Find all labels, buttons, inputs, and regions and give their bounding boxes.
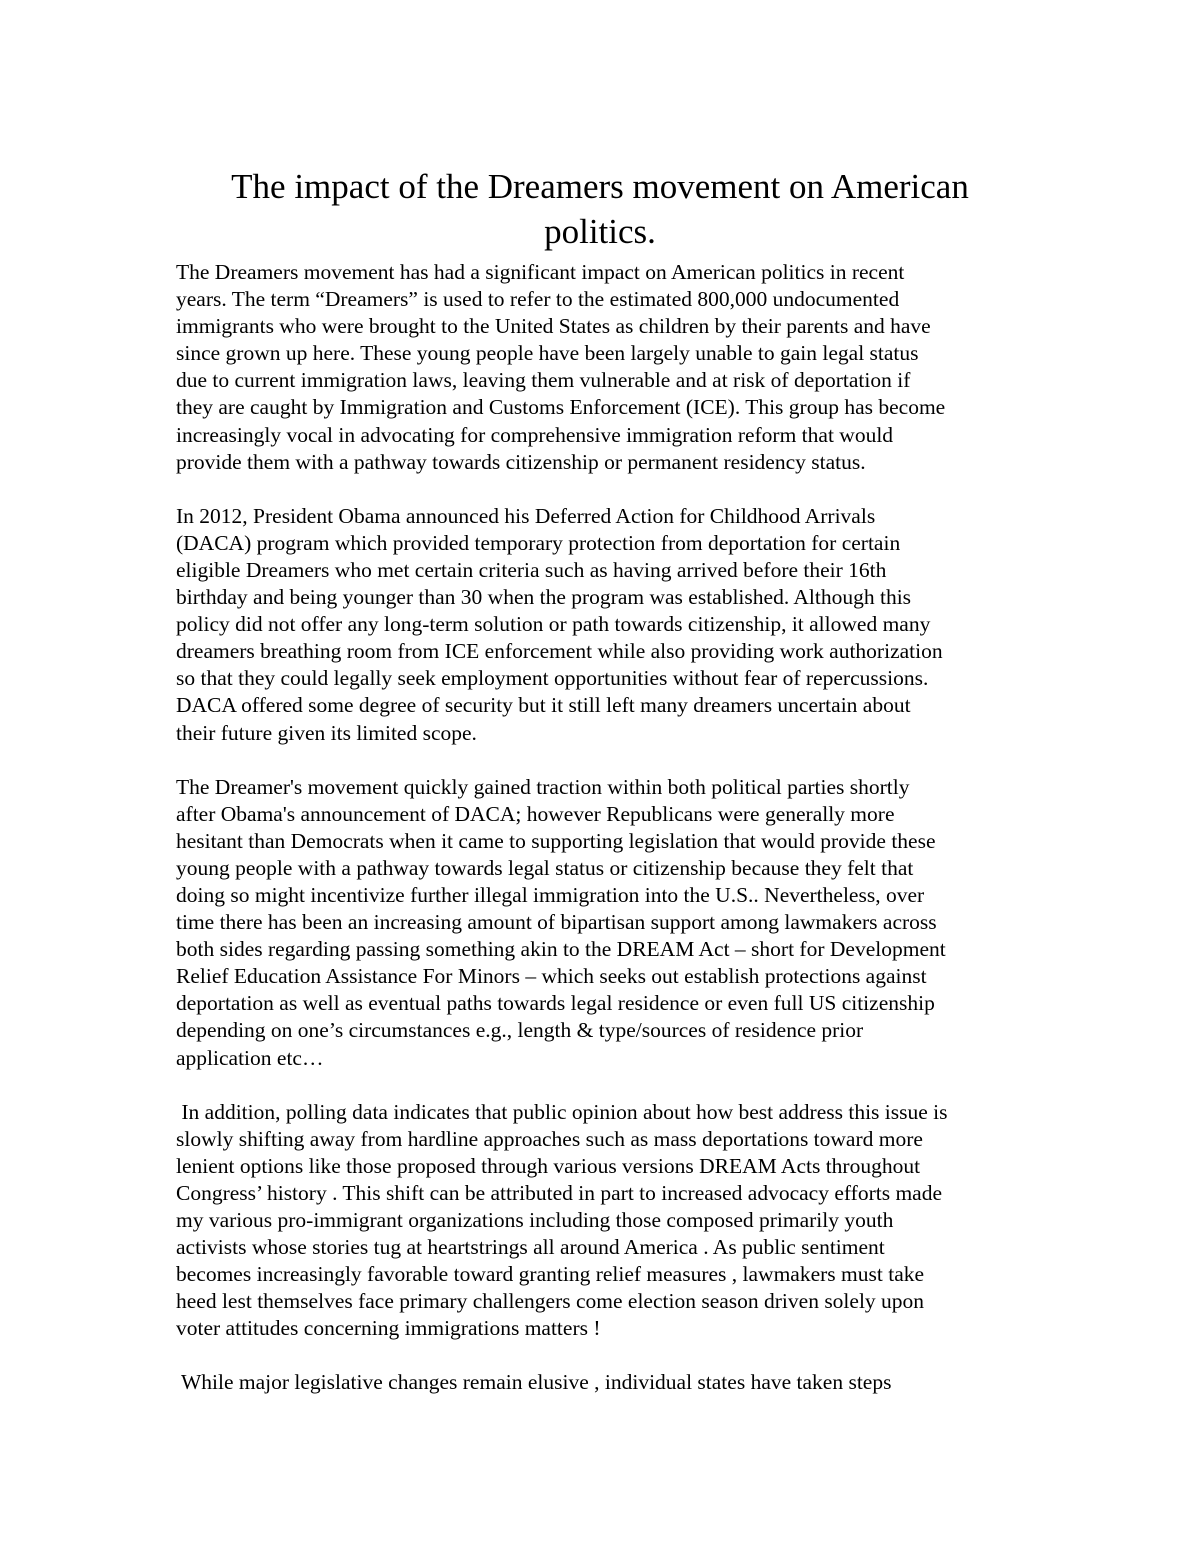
text-line: so that they could legally seek employment opportunities without fear of repercussions. bbox=[176, 666, 929, 691]
text-line: activists whose stories tug at heartstrings all around America . As public sentiment bbox=[176, 1235, 885, 1260]
text-line: birthday and being younger than 30 when the program was established. Although this bbox=[176, 585, 912, 610]
text-line: In 2012, President Obama announced his Deferred Action for Childhood Arrivals bbox=[176, 503, 876, 528]
text-line: hesitant than Democrats when it came to supporting legislation that would provide these bbox=[176, 828, 936, 853]
text-line: provide them with a pathway towards citizenship or permanent residency status. bbox=[176, 449, 866, 474]
text-line: (DACA) program which provided temporary protection from deportation for certain bbox=[176, 530, 901, 555]
text-line: eligible Dreamers who met certain criteria such as having arrived before their 16th bbox=[176, 557, 887, 582]
text-line: In addition, polling data indicates that public opinion about how best address this issue is bbox=[176, 1099, 948, 1124]
paragraph-5 bbox=[176, 1369, 1036, 1396]
text-line: immigrants who were brought to the United States as children by their parents and have bbox=[176, 314, 931, 339]
document-body bbox=[176, 259, 1036, 1424]
text-line: lenient options like those proposed through various versions DREAM Acts throughout bbox=[176, 1153, 921, 1178]
text-line: Relief Education Assistance For Minors – which seeks out establish protections against bbox=[176, 964, 927, 989]
text-line: The Dreamers movement has had a significant impact on American politics in recent bbox=[176, 260, 905, 284]
text-line: voter attitudes concerning immigrations matters ! bbox=[176, 1316, 601, 1341]
paragraph-4 bbox=[176, 1099, 1036, 1343]
text-line: dreamers breathing room from ICE enforcement while also providing work authorization bbox=[176, 639, 943, 664]
text-line: The Dreamer's movement quickly gained traction within both political parties shortly bbox=[176, 774, 910, 799]
text-line: their future given its limited scope. bbox=[176, 720, 477, 745]
text-line: increasingly vocal in advocating for comprehensive immigration reform that would bbox=[176, 422, 894, 447]
text-line: While major legislative changes remain elusive , individual states have taken steps bbox=[176, 1370, 892, 1395]
text-line: Congress’ history . This shift can be attributed in part to increased advocacy efforts made bbox=[176, 1180, 943, 1205]
title-line: politics. bbox=[544, 212, 656, 251]
text-line: DACA offered some degree of security but it still left many dreamers uncertain about bbox=[176, 693, 911, 718]
paragraph-2 bbox=[176, 503, 1036, 747]
text-line: depending on one’s circumstances e.g., length & type/sources of residence prior bbox=[176, 1018, 864, 1043]
text-line: doing so might incentivize further illegal immigration into the U.S.. Nevertheless, over bbox=[176, 882, 925, 907]
text-line: deportation as well as eventual paths towards legal residence or even full US citizenship bbox=[176, 991, 935, 1016]
text-line: since grown up here. These young people have been largely unable to gain legal status bbox=[176, 341, 919, 366]
text-line: slowly shifting away from hardline approaches such as mass deportations toward more bbox=[176, 1126, 923, 1151]
document-title bbox=[150, 164, 1050, 254]
text-line: policy did not offer any long-term solution or path towards citizenship, it allowed many bbox=[176, 612, 931, 637]
text-line: both sides regarding passing something akin to the DREAM Act – short for Development bbox=[176, 937, 946, 962]
title-line: The impact of the Dreamers movement on American bbox=[231, 167, 969, 206]
text-line: due to current immigration laws, leaving them vulnerable and at risk of deportation if bbox=[176, 368, 911, 393]
text-line: after Obama's announcement of DACA; however Republicans were generally more bbox=[176, 801, 895, 826]
text-line: young people with a pathway towards legal status or citizenship because they felt that bbox=[176, 855, 914, 880]
paragraph-3 bbox=[176, 774, 1036, 1072]
text-line: they are caught by Immigration and Customs Enforcement (ICE). This group has become bbox=[176, 395, 946, 420]
text-line: application etc… bbox=[176, 1045, 324, 1070]
text-line: heed lest themselves face primary challengers come election season driven solely upon bbox=[176, 1289, 925, 1314]
text-line: becomes increasingly favorable toward granting relief measures , lawmakers must take bbox=[176, 1262, 925, 1287]
text-line: my various pro-immigrant organizations including those composed primarily youth bbox=[176, 1208, 894, 1232]
paragraph-1 bbox=[176, 259, 1036, 476]
text-line: time there has been an increasing amount of bipartisan support among lawmakers across bbox=[176, 910, 937, 935]
text-line: years. The term “Dreamers” is used to refer to the estimated 800,000 undocumented bbox=[176, 287, 900, 312]
